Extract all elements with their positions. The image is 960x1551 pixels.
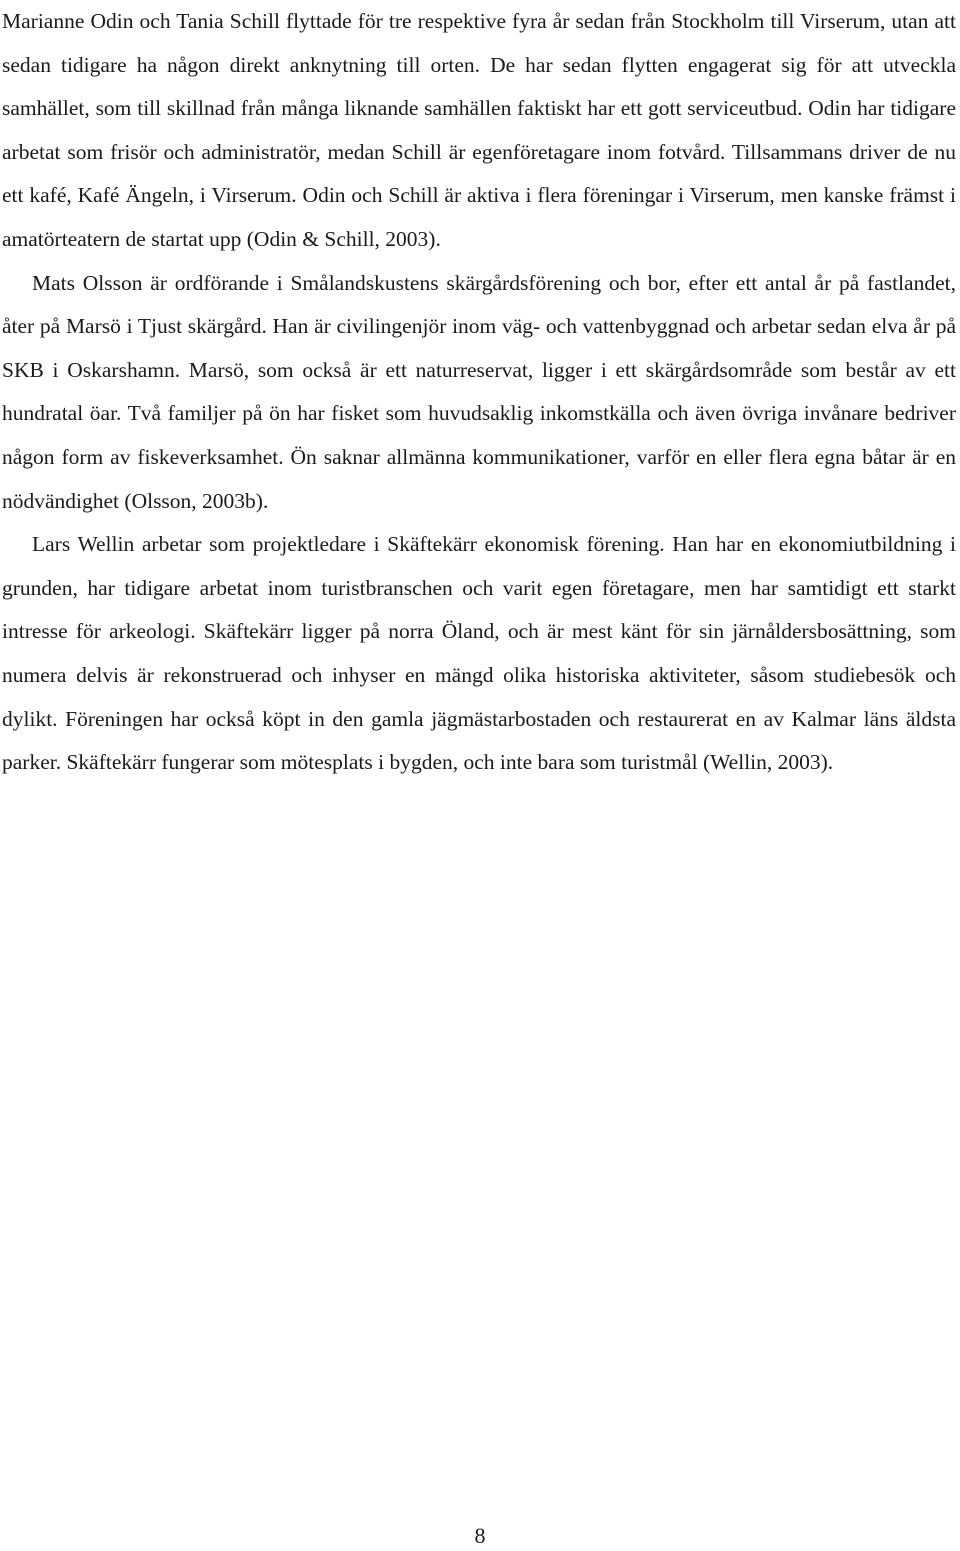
paragraph-odin-schill: Marianne Odin och Tania Schill flyttade för tre respektive fyra år sedan från Stockholm till Virserum, utan att sedan tidigare ha någon direkt anknytning till orten. De har sedan flytten engagerat sig för att utveckla samhället, som till skillnad från många liknande samhällen faktiskt har ett gott serviceutbud. Odin har tidigare arbetat som frisör och administratör, medan Schill är egenföretagare inom fotvård. Tillsammans driver de nu ett kafé, Kafé Ängeln, i Virserum. Odin och Schill är aktiva i flera föreningar i Virserum, men kanske främst i amatörteatern de startat upp (Odin & Schill, 2003). bbox=[2, 9, 956, 251]
paragraph-lars-wellin: Lars Wellin arbetar som projektledare i Skäftekärr ekonomisk förening. Han har en ekonomiutbildning i grunden, har tidigare arbetat inom turistbranschen och varit egen företagare, men har samtidigt ett starkt intresse för arkeologi. Skäftekärr ligger på norra Öland, och är mest känt för sin järnåldersbosättning, som numera delvis är rekonstruerad och inhyser en mängd olika historiska aktiviteter, såsom studiebesök och dylikt. Föreningen har också köpt in den gamla jägmästarbostaden och restaurerat en av Kalmar läns äldsta parker. Skäftekärr fungerar som mötesplats i bygden, och inte bara som turistmål (Wellin, 2003). bbox=[2, 532, 956, 775]
body-text bbox=[2, 0, 956, 785]
page-number: 8 bbox=[474, 1523, 486, 1548]
paragraph-mats-olsson: Mats Olsson är ordförande i Smålandskustens skärgårdsförening och bor, efter ett antal år på fastlandet, åter på Marsö i Tjust skärgård. Han är civilingenjör inom väg- och vattenbyggnad och arbetar sedan elva år på SKB i Oskarshamn. Marsö, som också är ett naturreservat, ligger i ett skärgårdsområde som består av ett hundratal öar. Två familjer på ön har fisket som huvudsaklig inkomstkälla och även övriga invånare bedriver någon form av fiskeverksamhet. Ön saknar allmänna kommunikationer, varför en eller flera egna båtar är en nödvändighet (Olsson, 2003b). bbox=[2, 270, 956, 513]
